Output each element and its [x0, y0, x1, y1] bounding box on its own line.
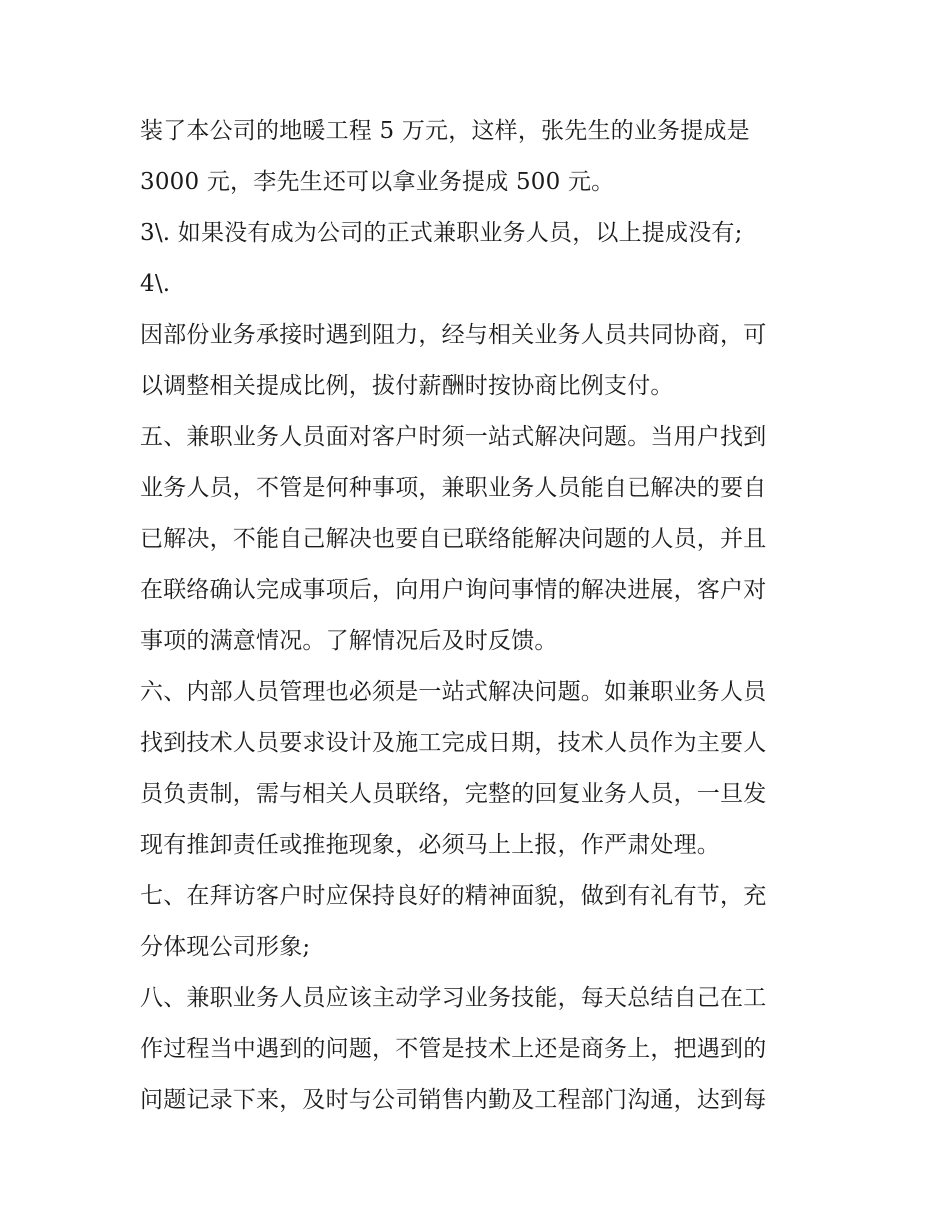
text-line: 在联络确认完成事项后，向用户询问事情的解决进展，客户对: [140, 577, 767, 603]
text-line: 六、内部人员管理也必须是一站式解决问题。如兼职业务人员: [140, 679, 767, 705]
document-body: [140, 106, 820, 1126]
text-line: 找到技术人员要求设计及施工完成日期，技术人员作为主要人: [140, 730, 767, 756]
text-line: 五、兼职业务人员面对客户时须一站式解决问题。当用户找到: [140, 424, 767, 450]
text-line: 事项的满意情况。了解情况后及时反馈。: [140, 628, 558, 654]
text-line: 以调整相关提成比例，拔付薪酬时按协商比例支付。: [140, 373, 674, 399]
text-line: 4\.: [140, 271, 171, 297]
text-line: 分体现公司形象;: [140, 934, 311, 960]
text-line: 3000 元，李先生还可以拿业务提成 500 元。: [140, 169, 615, 195]
text-line: 现有推卸责任或推拖现象，必须马上上报，作严肃处理。: [140, 832, 720, 858]
text-line: 问题记录下来，及时与公司销售内勤及工程部门沟通，达到每: [140, 1087, 767, 1113]
text-line: 装了本公司的地暖工程 5 万元，这样，张先生的业务提成是: [140, 118, 750, 144]
text-line: 员负责制，需与相关人员联络，完整的回复业务人员，一旦发: [140, 781, 767, 807]
text-line: 3\. 如果没有成为公司的正式兼职业务人员，以上提成没有;: [140, 220, 743, 246]
text-line: 已解决，不能自己解决也要自已联络能解决问题的人员，并且: [140, 526, 767, 552]
text-line: 八、兼职业务人员应该主动学习业务技能，每天总结自己在工: [140, 985, 767, 1011]
text-line: 作过程当中遇到的问题，不管是技术上还是商务上，把遇到的: [140, 1036, 767, 1062]
text-line: 业务人员，不管是何种事项，兼职业务人员能自已解决的要自: [140, 475, 767, 501]
text-line: 因部份业务承接时遇到阻力，经与相关业务人员共同协商，可: [140, 322, 767, 348]
text-line: 七、在拜访客户时应保持良好的精神面貌，做到有礼有节，充: [140, 883, 767, 909]
